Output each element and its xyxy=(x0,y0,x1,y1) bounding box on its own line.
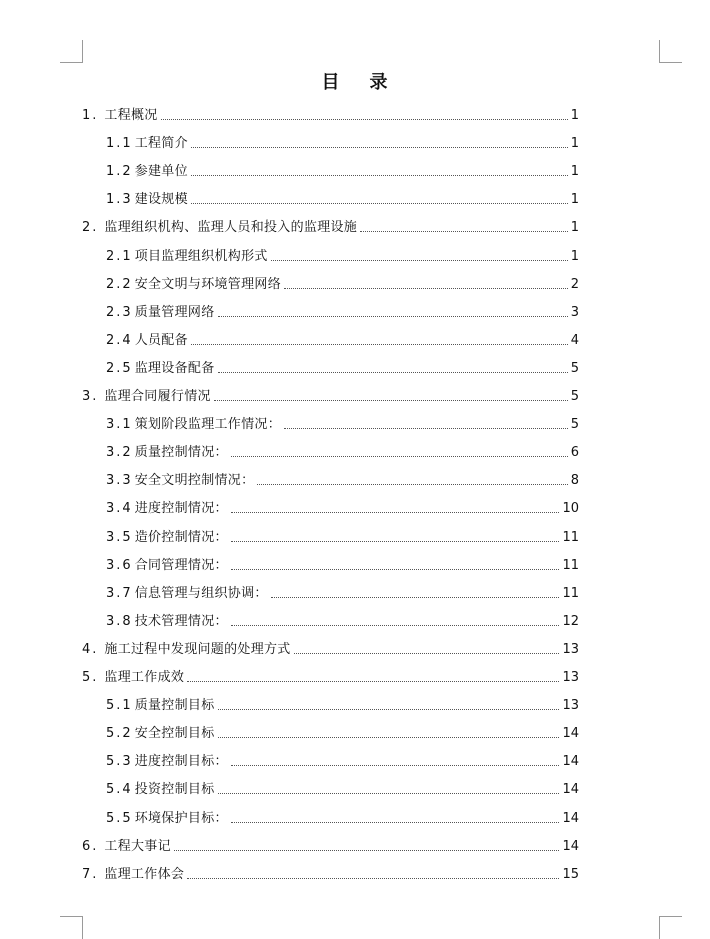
toc-entry-number: 2.4 xyxy=(106,332,133,348)
toc-entry-number: 2.2 xyxy=(106,276,133,292)
toc-entry-number: 3.1 xyxy=(106,417,133,433)
toc-entry-text: 监理设备配备 xyxy=(134,360,215,376)
toc-entry[interactable] xyxy=(106,441,579,461)
toc-entry-number: 1.1 xyxy=(106,136,133,152)
toc-entry-page: 1 xyxy=(570,108,579,123)
toc-entry-number: 6. xyxy=(82,838,99,854)
toc-entry[interactable] xyxy=(82,216,579,236)
toc-entry-page: 11 xyxy=(562,585,579,601)
toc-entry-number: 5.1 xyxy=(106,698,133,714)
toc-entry-text: 安全控制目标 xyxy=(134,726,215,742)
toc-entry-label xyxy=(106,754,228,770)
corner-mark-bottom-right xyxy=(659,916,682,939)
toc-entry-label xyxy=(82,839,171,855)
toc-entry-label xyxy=(106,277,281,293)
toc-entry[interactable] xyxy=(106,526,579,546)
toc-entry-page: 8 xyxy=(570,473,579,489)
toc-entry[interactable] xyxy=(82,835,579,855)
toc-entry[interactable] xyxy=(106,357,579,377)
toc-entry-number: 3.6 xyxy=(106,557,133,573)
toc-entry-number: 5.4 xyxy=(106,782,133,798)
toc-entry-label xyxy=(82,108,158,124)
toc-entry-label xyxy=(82,867,184,883)
toc-entry-label xyxy=(106,333,188,349)
toc-entry-page: 2 xyxy=(570,276,579,292)
toc-entry-label xyxy=(106,698,215,714)
toc-entry-number: 3.5 xyxy=(106,529,133,545)
toc-dot-leader xyxy=(191,203,568,204)
toc-entry-page: 14 xyxy=(562,782,579,798)
toc-entry-page: 4 xyxy=(570,332,579,348)
toc-entry-page: 3 xyxy=(570,304,579,320)
toc-entry-number: 1. xyxy=(82,108,99,123)
toc-entry[interactable] xyxy=(106,778,579,798)
toc-entry-label xyxy=(106,530,228,546)
toc-entry-text: 质量控制情况： xyxy=(134,445,228,461)
toc-entry-page: 1 xyxy=(570,164,579,180)
toc-entry-label xyxy=(106,586,268,602)
toc-entry-number: 7. xyxy=(82,866,99,882)
toc-entry[interactable] xyxy=(106,273,579,293)
toc-dot-leader xyxy=(294,653,560,654)
toc-entry-text: 工程大事记 xyxy=(104,838,171,854)
toc-entry-label xyxy=(82,670,184,686)
toc-entry-text: 参建单位 xyxy=(134,164,188,180)
toc-entry-label xyxy=(106,473,254,489)
toc-entry[interactable] xyxy=(106,329,579,349)
corner-mark-bottom-left xyxy=(60,916,83,939)
toc-entry-label xyxy=(106,445,228,461)
toc-entry-text: 建设规模 xyxy=(134,192,188,208)
toc-entry-label xyxy=(106,782,215,798)
toc-entry-number: 3.3 xyxy=(106,473,133,489)
toc-entry[interactable] xyxy=(82,666,579,686)
toc-entry[interactable] xyxy=(106,245,579,265)
toc-entry-text: 工程简介 xyxy=(134,136,188,152)
toc-entry-number: 3.7 xyxy=(106,585,133,601)
toc-dot-leader xyxy=(231,822,560,823)
toc-entry-text: 人员配备 xyxy=(134,332,188,348)
toc-dot-leader xyxy=(218,709,560,710)
toc-entry-page: 5 xyxy=(570,417,579,433)
toc-dot-leader xyxy=(360,231,568,232)
toc-dot-leader xyxy=(161,119,568,120)
toc-entry-page: 13 xyxy=(562,641,579,657)
toc-entry-page: 13 xyxy=(562,698,579,714)
toc-entry-label xyxy=(106,164,188,180)
toc-dot-leader xyxy=(284,428,568,429)
toc-entry-text: 进度控制情况： xyxy=(134,501,228,517)
toc-entry-page: 13 xyxy=(562,670,579,685)
toc-entry-text: 合同管理情况： xyxy=(134,557,228,573)
toc-entry-page: 1 xyxy=(570,248,579,264)
toc-entry-number: 1.2 xyxy=(106,164,133,180)
toc-entry-page: 5 xyxy=(570,360,579,376)
toc-entry-text: 质量管理网络 xyxy=(134,304,215,320)
toc-entry-label xyxy=(106,305,215,321)
toc-entry-number: 1.3 xyxy=(106,192,133,208)
toc-entry-number: 2.5 xyxy=(106,360,133,376)
toc-entry-number: 3.8 xyxy=(106,613,133,629)
toc-entry-number: 5.3 xyxy=(106,754,133,770)
toc-entry-text: 安全文明与环境管理网络 xyxy=(134,276,281,292)
toc-entry-text: 监理合同履行情况 xyxy=(104,389,211,404)
toc-dot-leader xyxy=(231,625,560,626)
toc-entry[interactable] xyxy=(106,188,579,208)
toc-entry-page: 10 xyxy=(562,501,579,517)
toc-entry-page: 1 xyxy=(570,220,579,236)
toc-dot-leader xyxy=(231,569,560,570)
toc-entry-label xyxy=(106,361,215,377)
toc-entry-text: 信息管理与组织协调： xyxy=(134,585,268,601)
toc-entry-text: 投资控制目标 xyxy=(134,782,215,798)
toc-entry-text: 监理工作体会 xyxy=(104,866,185,882)
toc-dot-leader xyxy=(231,456,568,457)
toc-title: 目 录 xyxy=(321,72,389,93)
toc-entry-text: 技术管理情况： xyxy=(134,613,228,629)
toc-entry[interactable] xyxy=(106,694,579,714)
toc-entry[interactable] xyxy=(82,385,579,405)
toc-dot-leader xyxy=(218,793,560,794)
toc-entry[interactable] xyxy=(106,160,579,180)
toc-entry[interactable] xyxy=(106,722,579,742)
toc-entry-text: 监理工作成效 xyxy=(104,670,185,685)
toc-entry-page: 1 xyxy=(570,192,579,208)
toc-entry[interactable] xyxy=(82,863,579,883)
toc-entry-page: 1 xyxy=(570,136,579,152)
toc-entry-page: 14 xyxy=(562,810,579,826)
toc-entry-number: 3. xyxy=(82,389,99,404)
toc-dot-leader xyxy=(271,260,568,261)
toc-entry-number: 2.3 xyxy=(106,304,133,320)
toc-entry-text: 监理组织机构、监理人员和投入的监理设施 xyxy=(104,220,358,236)
toc-entry-number: 5.2 xyxy=(106,726,133,742)
toc-entry[interactable] xyxy=(82,104,579,124)
toc-entry[interactable] xyxy=(106,807,579,827)
toc-entry-number: 5. xyxy=(82,670,99,685)
toc-entry-text: 环境保护目标： xyxy=(134,810,228,826)
toc-entry-page: 14 xyxy=(562,726,579,742)
toc-entry[interactable] xyxy=(106,610,579,630)
toc-entry-label xyxy=(82,389,211,405)
toc-entry[interactable] xyxy=(106,301,579,321)
toc-dot-leader xyxy=(191,147,568,148)
toc-entry-label xyxy=(106,614,228,630)
toc-entry-text: 工程概况 xyxy=(104,108,158,123)
toc-dot-leader xyxy=(187,681,559,682)
toc-dot-leader xyxy=(284,288,568,289)
toc-entry[interactable] xyxy=(106,750,579,770)
toc-entry-label xyxy=(106,501,228,517)
toc-entry-page: 6 xyxy=(570,445,579,461)
toc-dot-leader xyxy=(187,878,559,879)
toc-entry-label xyxy=(106,811,228,827)
toc-dot-leader xyxy=(214,400,568,401)
toc-entry-label xyxy=(82,220,357,236)
toc-entry-number: 5.5 xyxy=(106,810,133,826)
toc-entry-text: 项目监理组织机构形式 xyxy=(134,248,268,264)
toc-dot-leader xyxy=(191,175,568,176)
toc-entry-text: 施工过程中发现问题的处理方式 xyxy=(104,641,291,657)
corner-mark-top-left xyxy=(60,40,83,63)
toc-entry-page: 5 xyxy=(570,389,579,404)
toc-entry[interactable] xyxy=(106,413,579,433)
toc-dot-leader xyxy=(218,737,560,738)
toc-entry-label xyxy=(106,249,268,265)
toc-entry[interactable] xyxy=(106,132,579,152)
toc-entry-number: 3.4 xyxy=(106,501,133,517)
toc-dot-leader xyxy=(271,597,560,598)
toc-entry-page: 11 xyxy=(562,557,579,573)
toc-entry-page: 11 xyxy=(562,529,579,545)
toc-dot-leader xyxy=(231,512,560,513)
toc-entry-page: 14 xyxy=(562,838,579,854)
toc-entry-label xyxy=(106,558,228,574)
corner-mark-top-right xyxy=(659,40,682,63)
toc-entry[interactable] xyxy=(106,554,579,574)
toc-dot-leader xyxy=(231,765,560,766)
toc-entry-text: 进度控制目标： xyxy=(134,754,228,770)
toc-entry-page: 15 xyxy=(562,866,579,882)
toc-entry-label xyxy=(106,136,188,152)
toc-entry-page: 12 xyxy=(562,613,579,629)
toc-entry-text: 质量控制目标 xyxy=(134,698,215,714)
toc-entry-label xyxy=(106,417,281,433)
toc-entry-label xyxy=(106,192,188,208)
toc-dot-leader xyxy=(174,850,560,851)
toc-dot-leader xyxy=(231,541,560,542)
toc-entry-text: 安全文明控制情况： xyxy=(134,473,255,489)
toc-dot-leader xyxy=(218,372,568,373)
toc-entry-number: 2.1 xyxy=(106,248,133,264)
toc-entry-text: 策划阶段监理工作情况： xyxy=(134,417,281,433)
toc-entry-number: 3.2 xyxy=(106,445,133,461)
toc-entry-page: 14 xyxy=(562,754,579,770)
toc-entry-text: 造价控制情况： xyxy=(134,529,228,545)
toc-entry[interactable] xyxy=(82,638,579,658)
toc-entry[interactable] xyxy=(106,497,579,517)
toc-entry-label xyxy=(82,642,291,658)
toc-entry-number: 2. xyxy=(82,220,99,236)
toc-entry[interactable] xyxy=(106,469,579,489)
toc-dot-leader xyxy=(218,316,568,317)
toc-dot-leader xyxy=(257,484,567,485)
toc-entry-number: 4. xyxy=(82,641,99,657)
toc-entry[interactable] xyxy=(106,582,579,602)
toc-dot-leader xyxy=(191,344,568,345)
toc-entry-label xyxy=(106,726,215,742)
